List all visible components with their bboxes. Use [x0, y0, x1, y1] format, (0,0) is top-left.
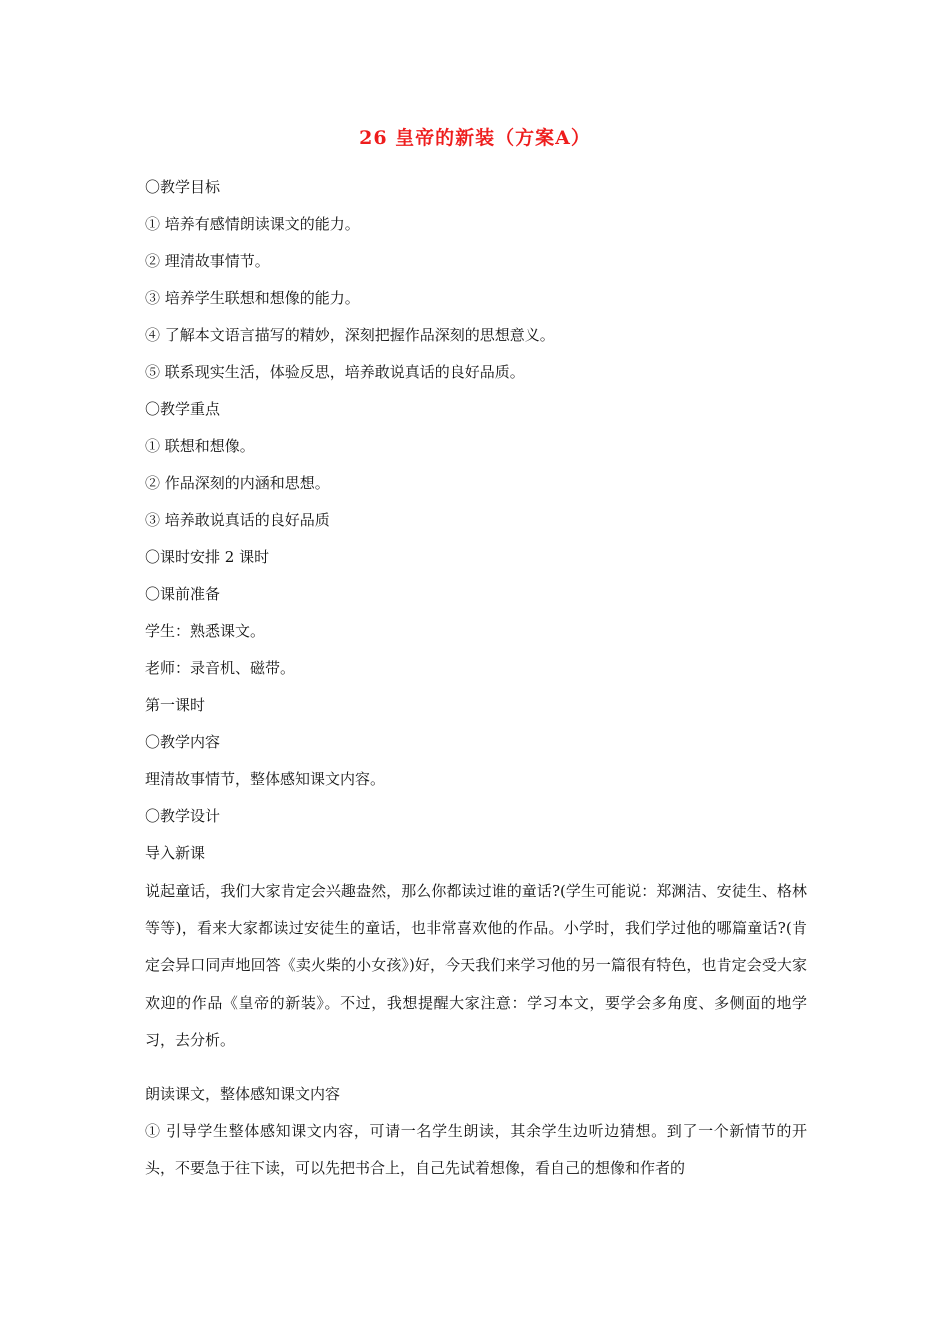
content-text: 理清故事情节，整体感知课文内容。 [145, 770, 386, 788]
key-point-item-1: ① 联想和想像。 [145, 437, 255, 455]
key-point-item-3: ③ 培养敢说真话的良好品质 [145, 511, 330, 529]
subheading-reading: 朗读课文，整体感知课文内容 [145, 1085, 341, 1103]
section-heading-objectives: 〇教学目标 [145, 178, 221, 196]
key-point-item-2: ② 作品深刻的内涵和思想。 [145, 474, 330, 492]
document-title: 26 皇帝的新装（方案A） [359, 127, 591, 149]
objective-item-3: ③ 培养学生联想和想像的能力。 [145, 289, 360, 307]
objective-item-1: ① 培养有感情朗读课文的能力。 [145, 215, 360, 233]
section-heading-key-points: 〇教学重点 [145, 400, 221, 418]
section-heading-schedule: 〇课时安排 2 课时 [145, 548, 270, 566]
preparation-students: 学生：熟悉课文。 [145, 622, 266, 640]
lesson-one-heading: 第一课时 [145, 696, 206, 714]
section-heading-preparation: 〇课前准备 [145, 585, 221, 603]
subheading-intro: 导入新课 [145, 844, 206, 862]
section-heading-design: 〇教学设计 [145, 807, 221, 825]
preparation-teacher: 老师：录音机、磁带。 [145, 659, 296, 677]
objective-item-2: ② 理清故事情节。 [145, 252, 270, 270]
paragraph-intro: 说起童话，我们大家肯定会兴趣盎然，那么你都读过谁的童话?(学生可能说：郑渊洁、安徒生、格林等等)，看来大家都读过安徒生的童话，也非常喜欢他的作品。小学时，我们学过他的哪篇童话?(肯定会异口同声地回答《卖火柴的小女孩》)好，今天我们来学习他的另一篇很有特色，也肯定会受大家欢迎的作品《皇帝的新装》。不过，我想提醒大家注意：学习本文，要学会多角度、多侧面的地学习，去分析。 [145, 882, 807, 1049]
paragraph-guide: ① 引导学生整体感知课文内容，可请一名学生朗读，其余学生边听边猜想。到了一个新情节的开头，不要急于往下读，可以先把书合上，自己先试着想像，看自己的想像和作者的 [145, 1122, 807, 1178]
objective-item-5: ⑤ 联系现实生活，体验反思，培养敢说真话的良好品质。 [145, 363, 525, 381]
objective-item-4: ④ 了解本文语言描写的精妙，深刻把握作品深刻的思想意义。 [145, 326, 555, 344]
section-heading-content: 〇教学内容 [145, 733, 221, 751]
